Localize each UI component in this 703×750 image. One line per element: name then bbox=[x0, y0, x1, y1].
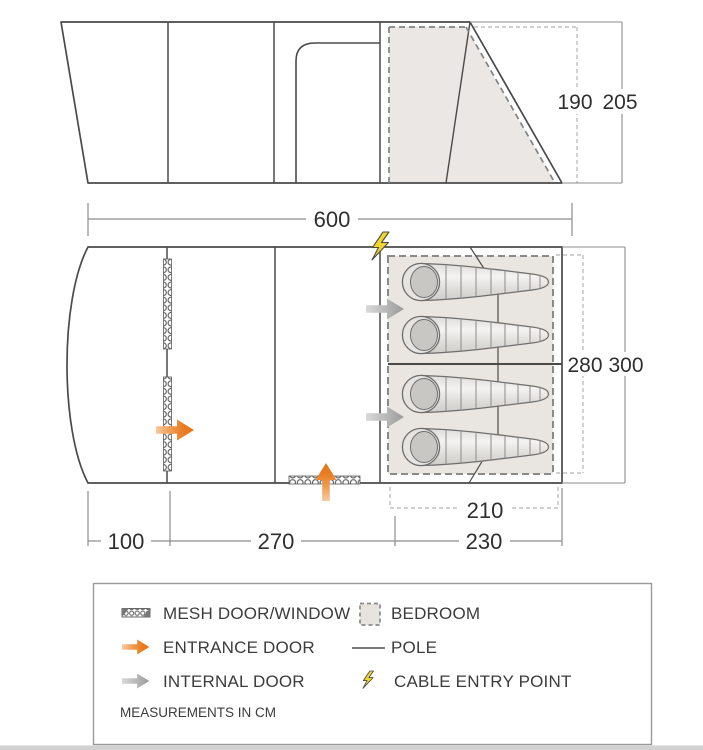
dim-bedroom-inner-label: 210 bbox=[466, 498, 504, 523]
legend-cable-label: CABLE ENTRY POINT bbox=[394, 672, 572, 691]
dim-total-width-label: 300 bbox=[608, 354, 644, 377]
mesh-window-strip bbox=[164, 377, 172, 471]
legend-item-bedroom bbox=[360, 604, 480, 626]
dim-length-label: 600 bbox=[313, 207, 351, 232]
dim-living-label: 270 bbox=[257, 529, 295, 554]
legend-bedroom-label: BEDROOM bbox=[391, 604, 481, 623]
floor-plan bbox=[67, 232, 648, 554]
legend-measurements-note: MEASUREMENTS IN CM bbox=[120, 705, 277, 720]
dim-bedroom-depth-label: 280 bbox=[567, 354, 603, 377]
side-divider-lines bbox=[168, 22, 380, 183]
dim-front-label: 100 bbox=[107, 529, 145, 554]
dim-outer-height-label: 205 bbox=[602, 91, 638, 114]
legend-internal-label: INTERNAL DOOR bbox=[163, 672, 305, 691]
side-bedroom-shade bbox=[389, 27, 555, 183]
dim-600 bbox=[88, 203, 572, 236]
mesh-icon bbox=[122, 609, 150, 618]
legend bbox=[94, 584, 652, 745]
mesh-window-strip bbox=[164, 259, 172, 349]
page-bottom-divider bbox=[0, 746, 703, 750]
side-view bbox=[61, 22, 643, 183]
legend-item-cable bbox=[363, 671, 572, 691]
dim-bedroom-outer-label: 230 bbox=[465, 529, 503, 554]
legend-pole-label: POLE bbox=[391, 638, 438, 657]
bedroom-icon bbox=[360, 604, 380, 626]
legend-entrance-label: ENTRANCE DOOR bbox=[163, 638, 315, 657]
dim-inner-height-label: 190 bbox=[557, 91, 593, 114]
legend-mesh-label: MESH DOOR/WINDOW bbox=[163, 604, 351, 623]
side-door-outline bbox=[296, 43, 380, 183]
